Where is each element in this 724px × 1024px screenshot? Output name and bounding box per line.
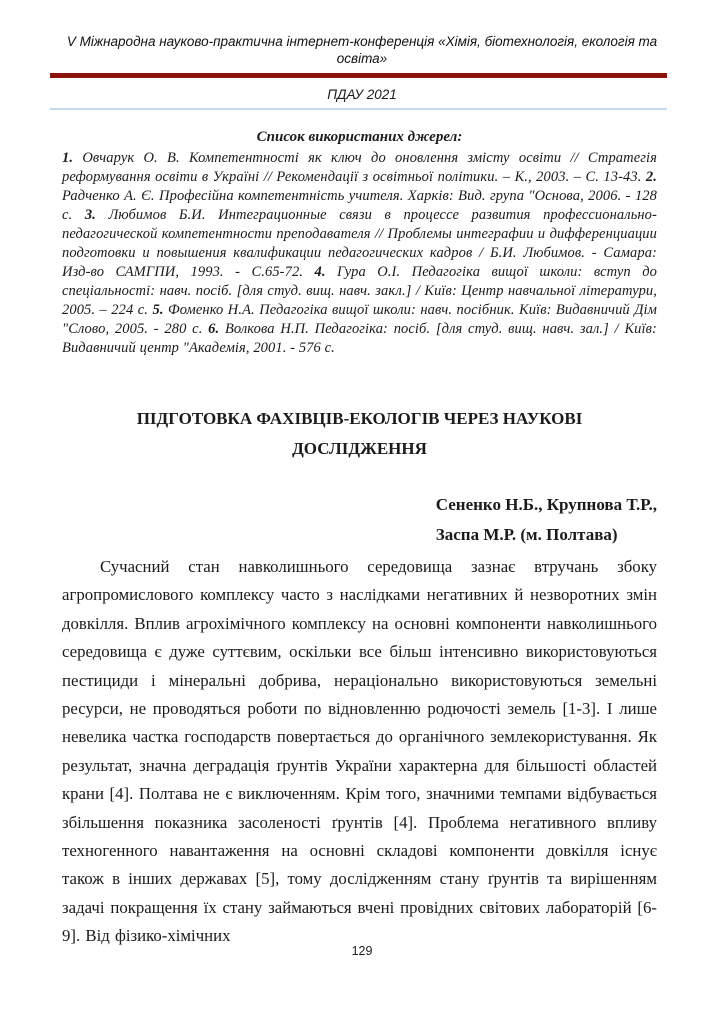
header-divider-blue [50, 108, 667, 110]
article-title: ПІДГОТОВКА ФАХІВЦІВ-ЕКОЛОГІВ ЧЕРЕЗ НАУКОВІ ДОСЛІДЖЕННЯ [136, 409, 583, 458]
references-paragraph: 1. Овчарук О. В. Компетентності як ключ до оновлення змісту освіти // Стратегія реформування освіти в Україні // Рекомендації з освітньої політики. – К., 2003. – С. 13-43. 2. Радченко А. Є. Професійна компетентність учителя. Харків: Вид. група "Основа, 2006. - 128 с. 3. Любимов Б.И. Интеграционные связи в процессе развития профессионально-педагогической компетентности преподавателя // Проблемы интеграфии и дифференциации подготовки и повышения квалификации педагогических кадров / Б.И. Любимов. - Самара: Изд-во САМГПИ, 1993. - С.65-72. 4. Гура О.І. Педагогіка вищої школи: вступ до спеціальності: навч. посіб. [для студ. вищ. навч. закл.] / Київ: Центр навчальної літератури, 2005. – 224 с. 5. Фоменко Н.А. Педагогіка вищої школи: навч. посібник. Київ: Видавничий Дім "Слово, 2005. - 280 с. 6. Волкова Н.П. Педагогіка: посіб. [для студ. вищ. навч. зал.] / Київ: Видавничий центр "Академія, 2001. - 576 с. [62, 150, 658, 356]
header-divider-red [50, 73, 667, 78]
references-heading: Список використаних джерел: [256, 129, 463, 145]
page-number: 129 [351, 944, 373, 958]
content-column [62, 128, 657, 951]
authors-line-1: Сененко Н.Б., Крупнова Т.Р., [435, 495, 657, 514]
authors-line-2: Заспа М.Р. (м. Полтава) [435, 525, 618, 544]
journal-label: ПДАУ 2021 [327, 87, 397, 102]
body-paragraph: Сучасний стан навколишнього середовища зазнає втручань збоку агропромислового комплексу часто з наслідками негативних й незворотних змін довкілля. Вплив агрохімічного комплексу на основні компоненти навколишнього середовища є дуже суттєвим, оскільки все більш інтенсивно використовуються пестициди і мінеральні добрива, нераціонально використовуються земельні ресурси, не проводяться роботи по відновленню родючості земель [1-3]. І лише невелика частка господарств повертається до органічного землекористування. Як результат, значна деградація ґрунтів України характерна для більшості областей крани [4]. Полтава не є виключенням. Крім того, значними темпами відбувається збільшення показника засоленості ґрунтів [4]. Проблема негативного впливу техногенного навантаження на основні складові компоненти довкілля існує також в інших державах [5], тому дослідженням стану ґрунтів та вирішенням задачі покращення їх стану займаються вчені провідних світових лабораторій [6-9]. Від фізико-хімічних [62, 557, 657, 946]
authors-block [436, 490, 657, 550]
conference-header-title: V Міжнародна науково-практична інтернет-конференція «Хімія, біотехнологія, екологія та освіта» [66, 34, 658, 66]
